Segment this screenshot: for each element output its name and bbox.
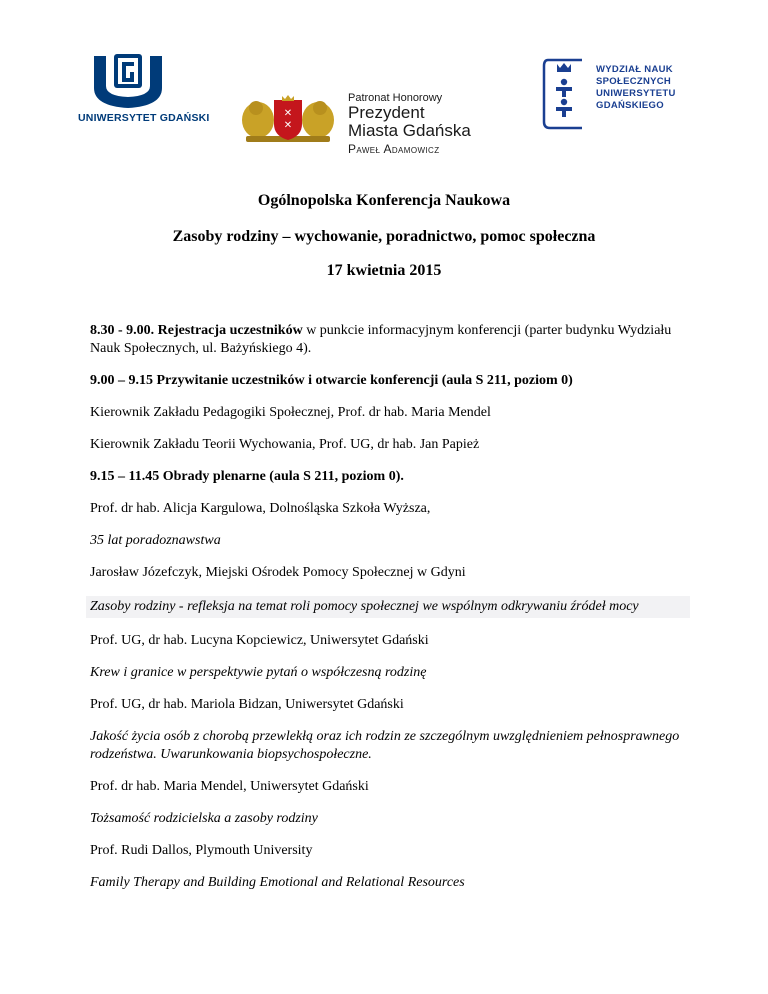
welcome-heading: 9.00 – 9.15 Przywitanie uczestników i otwarcie konferencji (aula S 211, poziom 0) [90, 373, 573, 388]
host-line: Kierownik Zakładu Teorii Wychowania, Prof. UG, dr hab. Jan Papież [90, 437, 480, 452]
talk-speaker: Prof. dr hab. Maria Mendel, Uniwersytet Gdański [90, 779, 369, 794]
talk-speaker: Jarosław Józefczyk, Miejski Ośrodek Pomocy Społecznej w Gdyni [90, 565, 466, 580]
registration-time: 8.30 - 9.00. Rejestracja uczestników [90, 323, 303, 338]
svg-text:✕: ✕ [283, 108, 293, 119]
conference-title: Ogólnopolska Konferencja Naukowa [257, 192, 511, 209]
talk-speaker: Prof. dr hab. Alicja Kargulowa, Dolnośląska Szkoła Wyższa, [90, 501, 431, 516]
ug-name: UNIWERSYTET GDAŃSKI [78, 112, 210, 124]
patron-city: Miasta Gdańska [348, 121, 471, 140]
program-content [90, 322, 690, 906]
ug-logo [78, 52, 210, 124]
gdansk-crest-icon [238, 94, 338, 144]
wns-line: WYDZIAŁ NAUK [596, 64, 673, 75]
wns-line: GDAŃSKIEGO [596, 100, 664, 111]
talk-title: Krew i granice w perspektywie pytań o współczesną rodzinę [90, 665, 427, 680]
wns-emblem-icon [542, 58, 594, 130]
talk-speaker: Prof. UG, dr hab. Lucyna Kopciewicz, Uniwersytet Gdański [90, 633, 429, 648]
conference-date: 17 kwietnia 2015 [326, 262, 442, 279]
patron-label: Patronat Honorowy [348, 92, 443, 104]
wns-logo [542, 58, 676, 135]
talk-speaker: Prof. UG, dr hab. Mariola Bidzan, Uniwersytet Gdański [90, 697, 404, 712]
talk-title: Family Therapy and Building Emotional and Relational Resources [90, 875, 465, 890]
host-line: Kierownik Zakładu Pedagogiki Społecznej, Prof. dr hab. Maria Mendel [90, 405, 491, 420]
wns-name [596, 64, 676, 112]
wns-line: SPOŁECZNYCH [596, 76, 672, 87]
patron-name: Paweł Adamowicz [348, 142, 440, 156]
registration-text: w punkcie informacyjnym konferencji (parter budynku Wydziału Nauk Społecznych, ul. Bażyńskiego 4). [90, 323, 672, 356]
talk-speaker: Prof. Rudi Dallos, Plymouth University [90, 843, 313, 858]
registration-paragraph [90, 322, 690, 358]
plenary-heading: 9.15 – 11.45 Obrady plenarne (aula S 211, poziom 0). [90, 469, 404, 484]
svg-text:✕: ✕ [283, 120, 293, 131]
patron-text [348, 92, 471, 156]
talk-title: 35 lat poradoznawstwa [90, 533, 221, 548]
talk-title: Jakość życia osób z chorobą przewlekłą oraz ich rodzin ze szczególnym uwzględnieniem pełnosprawnego rodzeństwa. Uwarunkowania biopsychospołeczne. [90, 729, 680, 762]
header-logos [0, 0, 768, 170]
patron-title: Prezydent [348, 103, 425, 122]
talk-title: Tożsamość rodzicielska a zasoby rodziny [90, 811, 318, 826]
conference-subtitle: Zasoby rodziny – wychowanie, poradnictwo, pomoc społeczna [172, 228, 596, 245]
talk-title: Zasoby rodziny - refleksja na temat roli pomocy społecznej we wspólnym odkrywaniu źródeł mocy [86, 596, 690, 618]
wns-line: UNIWERSYTETU [596, 88, 676, 99]
ug-emblem-icon [88, 52, 168, 110]
